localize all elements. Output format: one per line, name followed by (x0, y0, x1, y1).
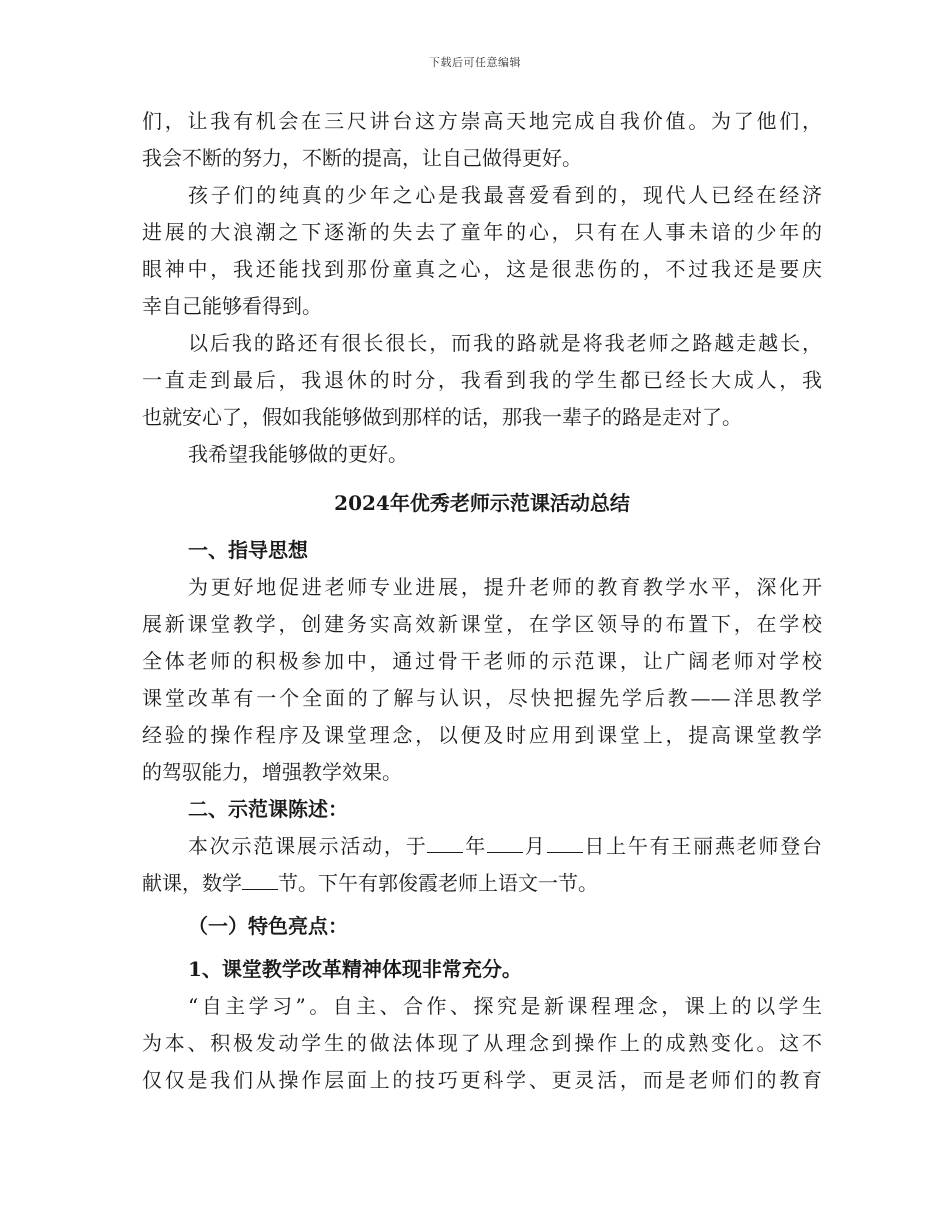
paragraph-line (142, 828, 822, 865)
fill-blank (242, 871, 278, 890)
paragraph-line: 全体老师的积极参加中，通过骨干老师的示范课，让广阔老师对学校 (142, 649, 822, 673)
paragraph-line (142, 865, 822, 902)
document-title: 2024年优秀老师示范课活动总结 (334, 491, 630, 515)
paragraph-line: 为本、积极发动学生的做法体现了从理念到操作上的成熟变化。这不 (142, 1031, 822, 1055)
text-segment: 节。下午有郭俊霞老师上语文一节。 (278, 871, 598, 895)
page-header: 下载后可任意编辑 (429, 56, 521, 69)
paragraph-line: 们，让我有机会在三尺讲台这方崇高天地完成自我价值。为了他们， (142, 109, 822, 133)
fill-blank (427, 834, 463, 853)
paragraph-line: 一直走到最后，我退休的时分，我看到我的学生都已经长大成人，我 (142, 368, 822, 392)
point-heading: 1、课堂教学改革精神体现非常充分。 (188, 957, 522, 981)
paragraph-line: 经验的操作程序及课堂理念，以便及时应用到课堂上，提高课堂教学 (142, 723, 822, 747)
paragraph-line: 以后我的路还有很长很长，而我的路就是将我老师之路越走越长， (188, 331, 822, 355)
paragraph-line: 进展的大浪潮之下逐渐的失去了童年的心，只有在人事未谙的少年的 (142, 220, 822, 244)
paragraph-line: 幸自己能够看得到。 (142, 294, 322, 318)
subsection-heading: （一）特色亮点： (188, 914, 348, 938)
paragraph-line: 我希望我能够做的更好。 (188, 442, 408, 466)
text-segment: 年 (463, 834, 488, 858)
document-body (142, 103, 822, 1099)
fill-blank (487, 834, 523, 853)
paragraph-line: 的驾驭能力，增强教学效果。 (142, 760, 402, 784)
section-heading: 二、示范课陈述： (188, 797, 348, 821)
paragraph-line: 我会不断的努力，不断的提高，让自己做得更好。 (142, 146, 582, 170)
paragraph-line: 孩子们的纯真的少年之心是我最喜爱看到的，现代人已经在经济 (188, 183, 822, 207)
paragraph-line: 为更好地促进老师专业进展，提升老师的教育教学水平，深化开 (188, 575, 822, 599)
text-segment: 本次示范课展示活动，于 (188, 834, 428, 858)
text-segment: 献课，数学 (142, 871, 242, 895)
paragraph-line: “自主学习”。自主、合作、探究是新课程理念，课上的以学生 (188, 994, 822, 1018)
paragraph-line: 也就安心了，假如我能够做到那样的话，那我一辈子的路是走对了。 (142, 405, 742, 429)
paragraph-line: 仅仅是我们从操作层面上的技巧更科学、更灵活，而是老师们的教育 (142, 1068, 822, 1092)
fill-blank (547, 834, 583, 853)
paragraph-line: 展新课堂教学，创建务实高效新课堂，在学区领导的布置下，在学校 (142, 612, 822, 636)
paragraph-line: 课堂改革有一个全面的了解与认识，尽快把握先学后教——洋思教学 (142, 686, 822, 710)
section-heading: 一、指导思想 (188, 538, 308, 562)
text-segment: 月 (523, 834, 547, 858)
paragraph-line: 眼神中，我还能找到那份童真之心，这是很悲伤的，不过我还是要庆 (142, 257, 822, 281)
text-segment: 日上午有王丽燕老师登台 (582, 834, 823, 858)
